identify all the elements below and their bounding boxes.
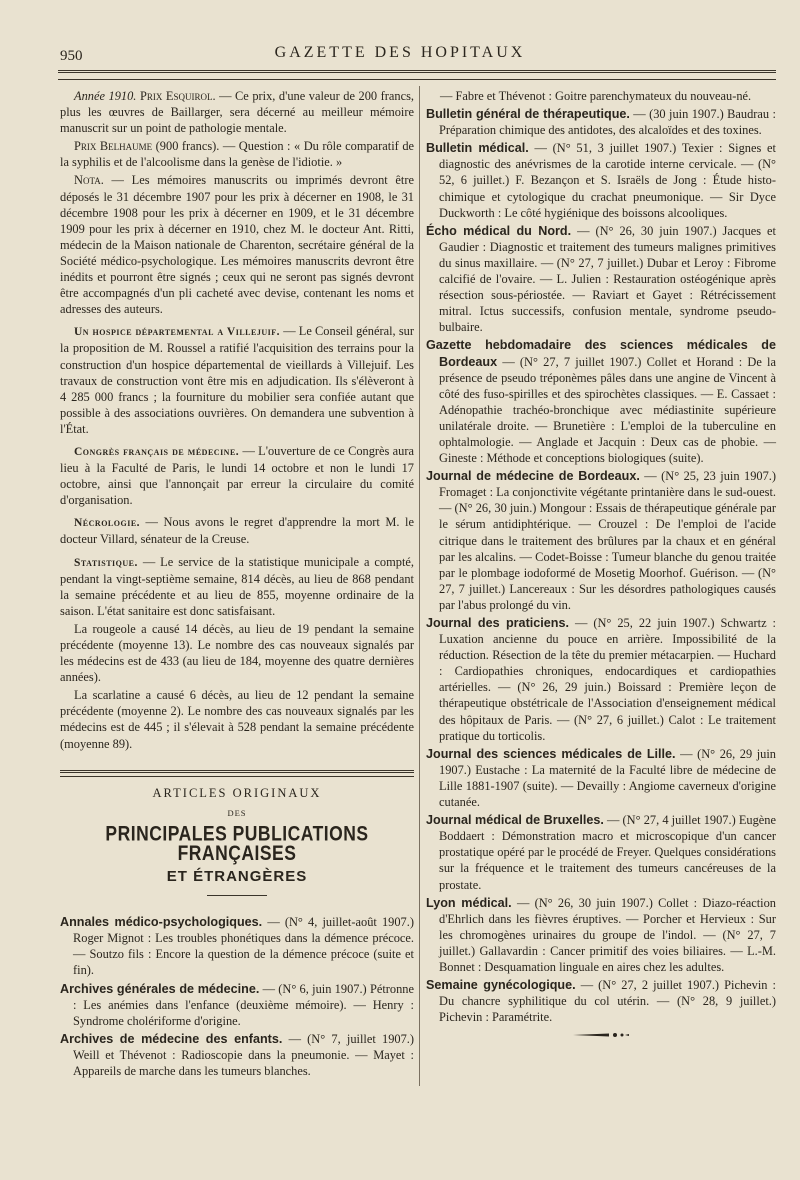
paragraph-rougeole: La rougeole a causé 14 décès, au lieu de 19 pendant la semaine précédente (moyenne 13). Le nombre des cas nouveaux signalés par les médecins est de 433 (au lieu de 184, moyenne des quatre dernières années). [60, 621, 414, 685]
paragraph-scarlatine: La scarlatine a causé 6 décès, au lieu de 12 pendant la semaine précédente (moyenne 2). Le nombre des cas nouveaux signalés par les médecins est de 445 ; il s'élevait à 528 pendant la semaine précédente (moyenne 89). [60, 688, 414, 751]
entry-journal-lille: Journal des sciences médicales de Lille. — (N° 26, 29 juin 1907.) Eustache : La maternité de la Faculté libre de médecine de Lille 1881-1907 (suite). — Devailly : Angiome caverneux d'origine cutanée. [426, 746, 776, 810]
paragraph-prix-belhaume: Prix Belhaume (900 francs). — Question : « Du rôle comparatif de la syphilis et de l'alcoolisme dans la genèse de l'idiotie. » [60, 139, 415, 170]
section-subheading: ET ÉTRANGÈRES [166, 868, 308, 886]
section-heading: PRINCIPALES PUBLICATIONS FRANÇAISES [105, 821, 369, 865]
paragraph-hospice-villejuif: Un hospice départemental a Villejuif. — Le Conseil général, sur la proposition de M. Roussel a ratifié l'acquisition des terrains pour la construction d'un hospice départemental de vieillards à Villejuif. Les travaux de construction vont être mis en adjudication. Ils s'élèveront à 4 285 000 francs ; la fourniture du mobilier sera confiée autant que possible à des associations ouvrières. On demandera une subvention à l'État. [60, 324, 414, 436]
entry-continuation: — Fabre et Thévenot : Goitre parenchymateux du nouveau-né. [440, 89, 752, 103]
entry-journal-bruxelles: Journal médical de Bruxelles. — (N° 27, 4 juillet 1907.) Eugène Boddaert : Démonstration macro et microscopique d'un cancer prostatique opéré par le procédé de Freyer. Quelques considérations sur la fréquence et le traitement des tumeurs cancéreuses de la prostate. [426, 813, 776, 892]
short-rule [207, 895, 267, 896]
entry-annales-medico-psychologiques: Annales médico-psychologiques. — (N° 4, juillet-août 1907.) Roger Mignot : Les troubles phonétiques dans la démence précoce. — Soutzo fils : Encore la question de la démence précoce (suite et fin). [60, 915, 414, 978]
page-number: 950 [60, 48, 83, 64]
paragraph-necrologie: Nécrologie. — Nous avons le regret d'apprendre la mort M. le docteur Villard, sénateur de la Creuse. [60, 515, 414, 547]
right-column [426, 88, 776, 1045]
column-separator [419, 86, 420, 1086]
entry-bulletin-therapeutique: Bulletin général de thérapeutique. — (30 juin 1907.) Baudrau : Préparation chimique des antidotes, des alcaloïdes et des toxines. [426, 107, 776, 138]
section-rule [60, 770, 414, 777]
section-title: ARTICLES ORIGINAUX [152, 785, 322, 800]
entry-bulletin-medical: Bulletin médical. — (N° 51, 3 juillet 1907.) Texier : Signes et diagnostic des anévrismes de la carotide interne cervicale. — (N° 52, 6 juillet.) F. Bezançon et S. Israëls de Jong : Étude histo-chimique et cytologique du crachat pneumonique. — Sir Dyce Duckworth : Le côté hygiénique des boissons alcooliques. [426, 141, 776, 220]
paragraph-prix-esquirol: Année 1910. Prix Esquirol. — Ce prix, d'une valeur de 200 francs, plus les œuvres de Baillarger, sera décerné au meilleur mémoire manuscrit sur un point de pathologie mentale. [60, 89, 415, 136]
left-column [60, 88, 414, 1081]
entry-journal-praticiens: Journal des praticiens. — (N° 25, 22 juin 1907.) Schwartz : Luxation ancienne du pouce en arrière. Impossibilité de la réduction. Résection de la tête du premier métacarpien. — Huchard : Cardiopathies chroniques, endocardiques et cardiopathies artérielles. — (N° 26, 29 juin.) Boissard : Première leçon de thérapeutique obstétricale de l'Association d'enseignement médical des hôpitaux de Paris. — (N° 27, 6 juillet.) Calot : Le traitement pratique du torticolis. [426, 616, 776, 743]
paragraph-statistique: Statistique. — Le service de la statistique municipale a compté, pendant la vingt-septième semaine, 814 décès, au lieu de 868 pendant la semaine précédente et au lieu de 855, moyenne ordinaire de la saison. L'état sanitaire est donc satisfaisant. [60, 554, 414, 618]
entry-gazette-bordeaux: Gazette hebdomadaire des sciences médicales de Bordeaux — (N° 27, 7 juillet 1907.) Collet et Horand : De la présence de pseudo tréponèmes pâles dans une angine de Vincent à côté des fuso-spirilles et des spirochètes classiques. — E. Cassaet : Adénopathie trachéo-bronchique avec médiastinite supérieure unilatérale droite. — Brunetière : L'emploi de la tuberculine en ophtalmologie. — Anglade et Jacquin : Deux cas de phobie. — Gineste : Méthode et conceptions biologiques (suite). [426, 338, 776, 466]
entry-archives-generales: Archives générales de médecine. — (N° 6, juin 1907.) Pétronne : Les anémies dans l'enfance (deuxième mémoire). — Henry : Syndrome cholériforme d'origine. [60, 981, 414, 1028]
running-head: GAZETTE DES HOPITAUX [274, 44, 526, 61]
paragraph-congres: Congrès français de médecine. — L'ouverture de ce Congrès aura lieu à la Faculté de Paris, le lundi 14 octobre et non le lundi 17 octobre, ainsi que l'annonçait par erreur la circulaire du comité d'organisation. [60, 443, 414, 508]
entry-lyon-medical: Lyon médical. — (N° 26, 30 juin 1907.) Collet : Diazo-réaction d'Ehrlich dans les fièvres éruptives. — Porcher et Hervieux : Sur les chromogènes urinaires du groupe de l'indol. — (N° 27, 7 juillet.) Gallavardin : Cancer primitif des voies biliaires. — L.-M. Bonnet : Desquamation linguale en aires chez les adultes. [426, 895, 776, 974]
end-ornament-icon [426, 1029, 776, 1045]
paragraph-nota: Nota. — Les mémoires manuscrits ou imprimés devront être déposés le 31 décembre 1907 pour les prix à décerner en 1908, le 31 décembre 1908 pour les prix à décerner en 1909, et le 31 décembre 1909 pour les prix à décerner en 1910, chez M. le docteur Ant. Ritti, médecin de la Maison nationale de Charenton, secrétaire général de la Société médico-psychologique. Les mémoires manuscrits devront être inédits et pourront être signés ; ceux qui ne seront pas signés devront être accompagnés d'un pli cacheté avec devise, contenant les noms et adresses des auteurs. [60, 173, 414, 317]
section-des: DES [227, 807, 247, 818]
entry-archives-enfants: Archives de médecine des enfants. — (N° 7, juillet 1907.) Weill et Thévenot : Radioscopie dans la pneumonie. — Mayet : Appareils de marche dans les tumeurs blanches. [60, 1031, 414, 1078]
entry-journal-bordeaux: Journal de médecine de Bordeaux. — (N° 25, 23 juin 1907.) Fromaget : La conjonctivite végétante printanière dans le sud-ouest. — (N° 26, 30 juin.) Mongour : Essais de thérapeutique générale par le sérum antidiphtérique. — Crouzel : De l'emploi de l'acide citrique dans le traitement des brûlures par la chaux et en général par les alcalins. — Codet-Boisse : Tumeur blanche du genou traitée par le plombage iodoformé de Mosetig Moorhof. Guérison. — (N° 27, 7 juillet.) Lancereaux : Sur les désordres pathologiques causés par l'abus prolongé du vin. [426, 469, 776, 612]
header-rule [58, 70, 776, 80]
entry-echo-medical-nord: Écho médical du Nord. — (N° 26, 30 juin 1907.) Jacques et Gaudier : Diagnostic et traitement des tumeurs malignes primitives du sinus maxillaire. — (N° 27, 7 juillet.) Dubar et Leroy : Fibrome calcifié de l'ovaire. — L. Julien : Restauration ostéogénique après résection sous-périostée. — Raviart et Gayet : Rétrécissement mitral. Ictus successifs, confusion mentale, syndrome pseudo-bulbaire. [426, 223, 777, 335]
entry-semaine-gynecologique: Semaine gynécologique. — (N° 27, 2 juillet 1907.) Pichevin : Du chancre syphilitique du col utérin. — (N° 28, 9 juillet.) Pichevin : Paramétrite. [426, 978, 776, 1025]
